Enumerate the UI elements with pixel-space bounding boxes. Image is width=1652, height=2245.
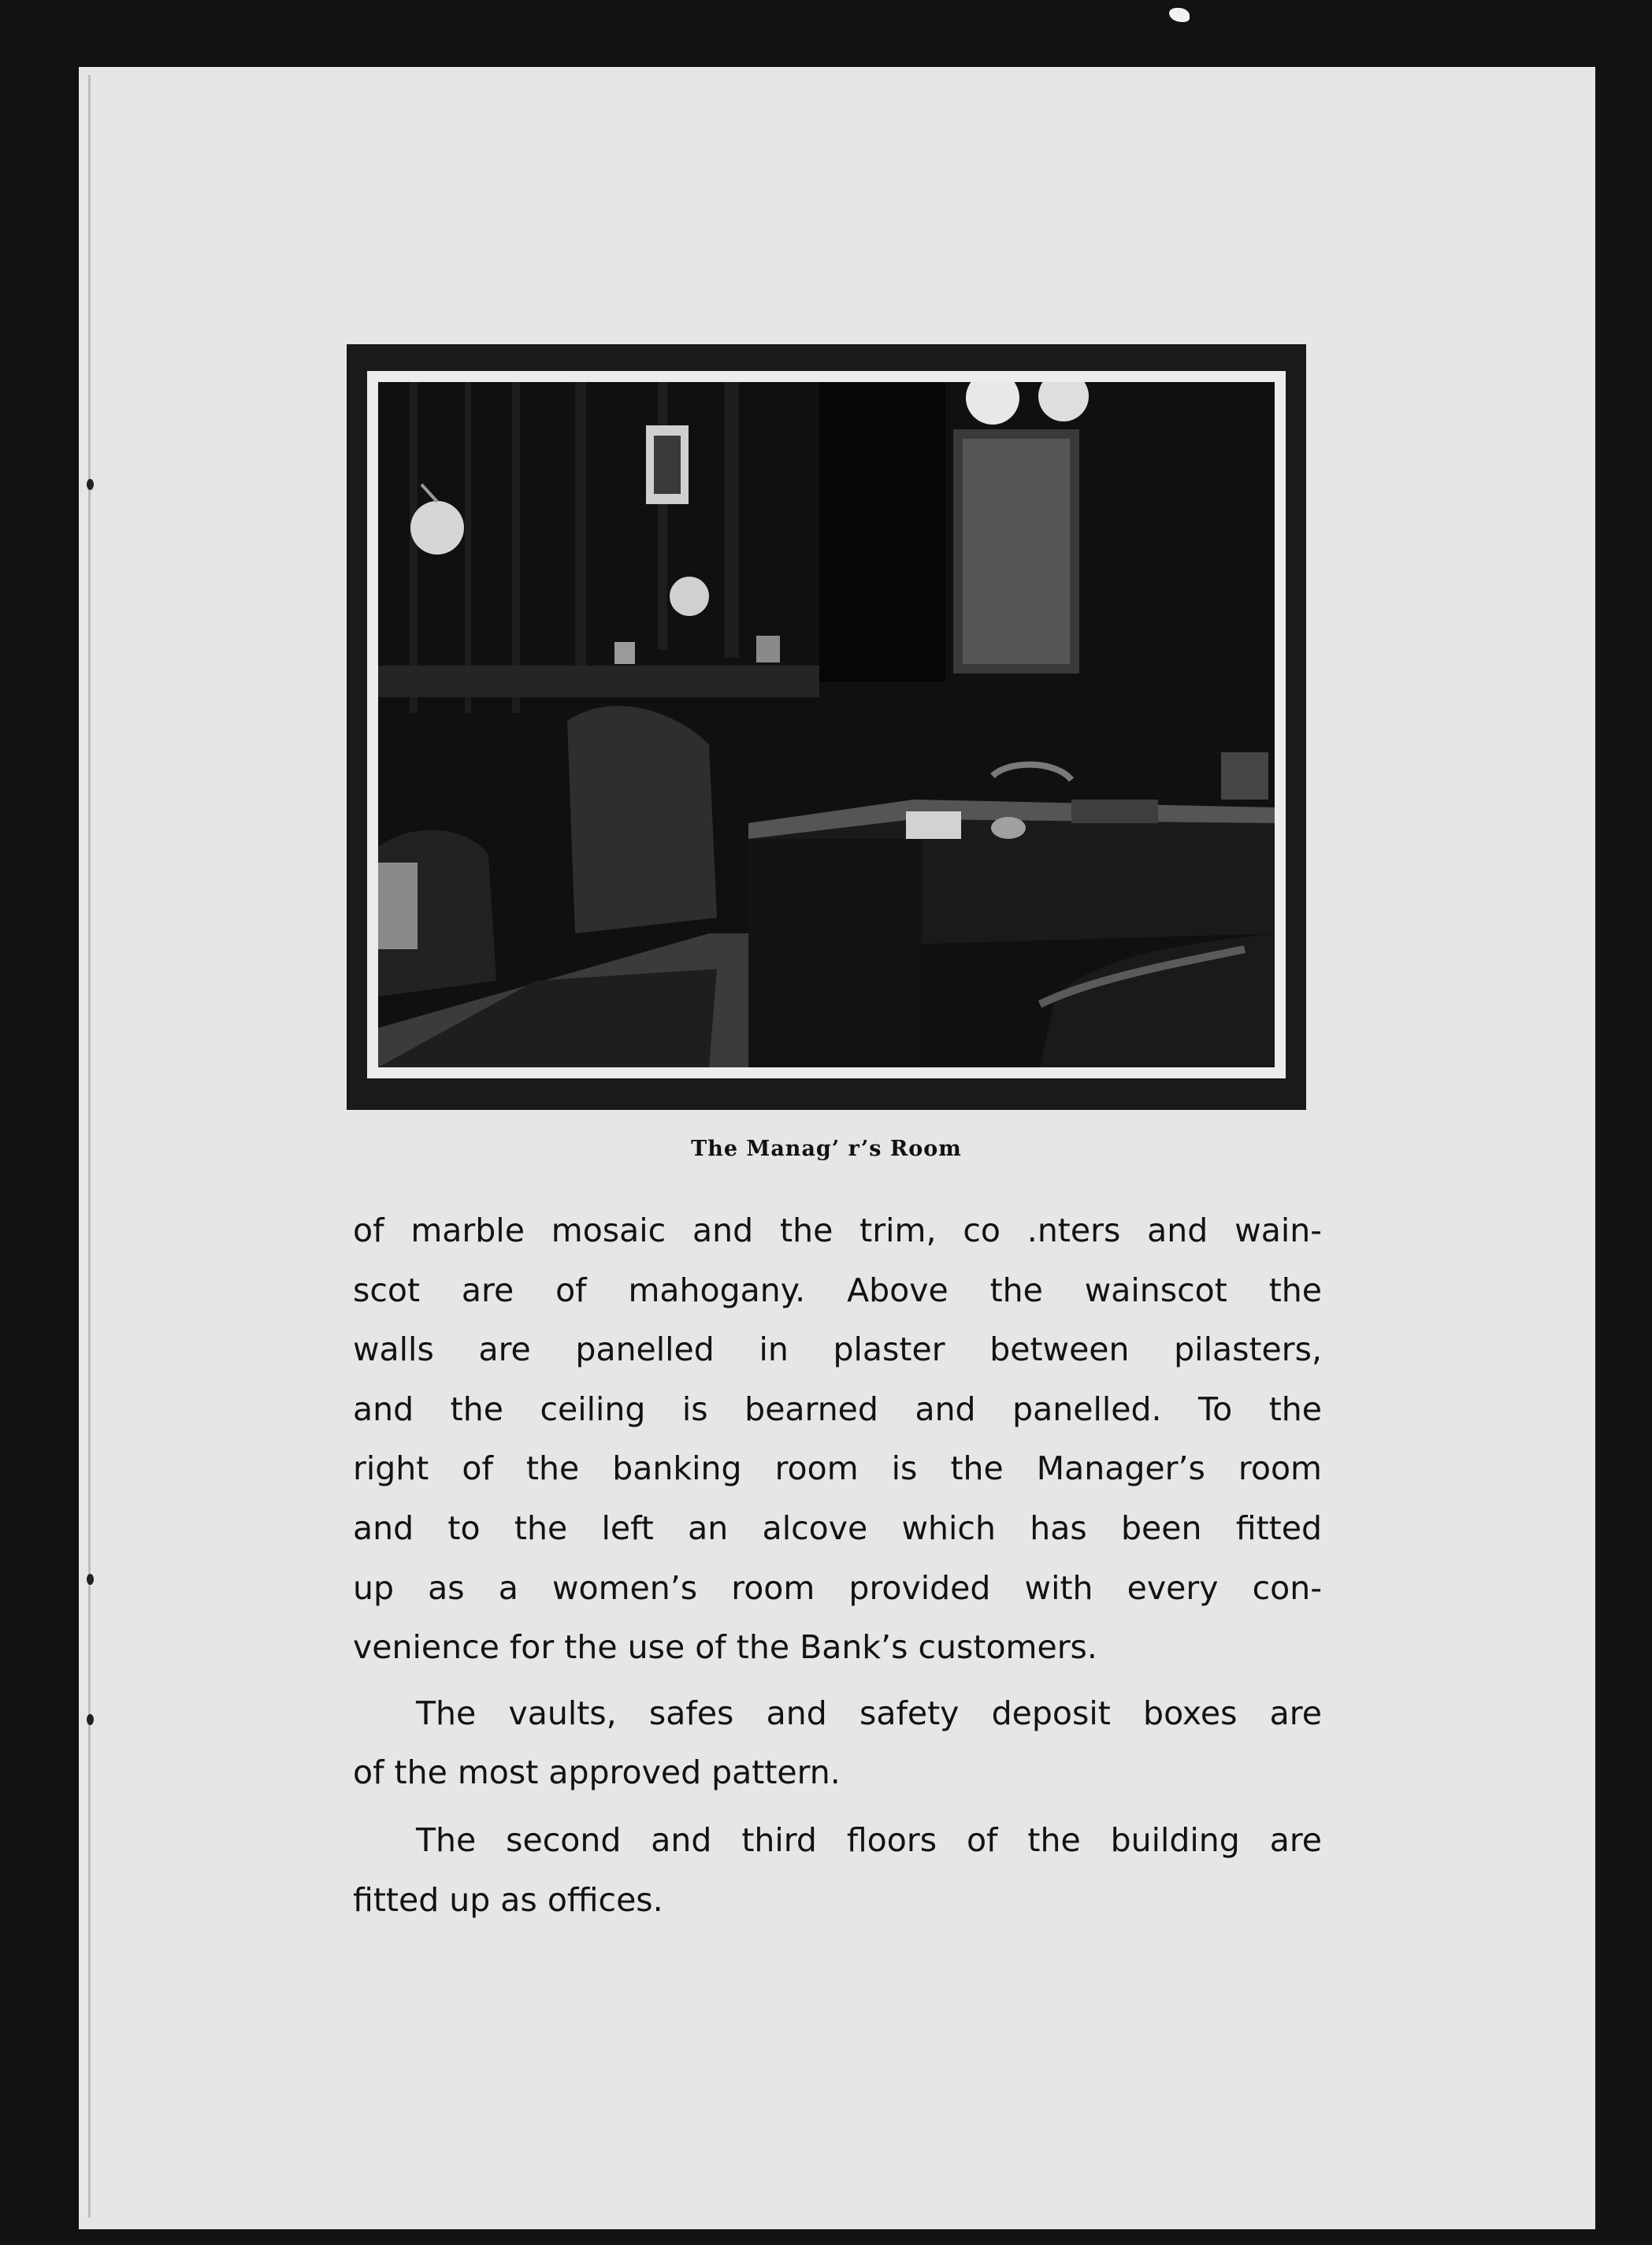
binding-hole-mark xyxy=(87,1574,94,1585)
paragraph xyxy=(353,1684,1322,1803)
mantel-clock xyxy=(670,577,709,616)
doorway xyxy=(819,382,945,681)
text-line: scot are of mahogany. Above the wainscot the xyxy=(353,1271,1322,1309)
mantel xyxy=(378,666,819,697)
text-line: of the most approved pattern. xyxy=(353,1753,841,1792)
scan-speck xyxy=(1169,8,1190,22)
photo-mat xyxy=(367,371,1286,1078)
fireplace xyxy=(567,706,717,933)
paragraph xyxy=(353,1811,1322,1930)
text-line: right of the banking room is the Manager’s room xyxy=(353,1449,1322,1488)
text-line: The vaults, safes and safety deposit boxes are xyxy=(416,1694,1322,1732)
manager-room-photo xyxy=(378,382,1275,1067)
text-line: venience for the use of the Bank’s customers. xyxy=(353,1628,1097,1667)
text-line: walls are panelled in plaster between pilasters, xyxy=(353,1330,1322,1369)
paragraph xyxy=(353,1201,1322,1678)
photo-caption: The Manag’ r’s Room xyxy=(691,1137,962,1161)
text-line: of marble mosaic and the trim, co .nters and wain- xyxy=(353,1212,1322,1249)
desk-papers xyxy=(906,811,961,839)
wall-lamp xyxy=(410,501,464,555)
text-line: up as a women’s room provided with every con- xyxy=(353,1568,1322,1607)
text-line: The second and third floors of the building are xyxy=(416,1820,1322,1859)
body-text xyxy=(353,1201,1322,1930)
binding-hole-mark xyxy=(87,1714,94,1725)
manager-room-illustration xyxy=(378,382,1275,1067)
text-line: and to the left an alcove which has been fitted xyxy=(353,1508,1322,1547)
photo-frame xyxy=(347,344,1306,1110)
binding-gutter-line xyxy=(88,75,91,2217)
binding-hole-mark xyxy=(87,479,94,490)
text-line: and the ceiling is bearned and panelled. To the xyxy=(353,1390,1322,1428)
text-line: fitted up as offices. xyxy=(353,1880,663,1919)
